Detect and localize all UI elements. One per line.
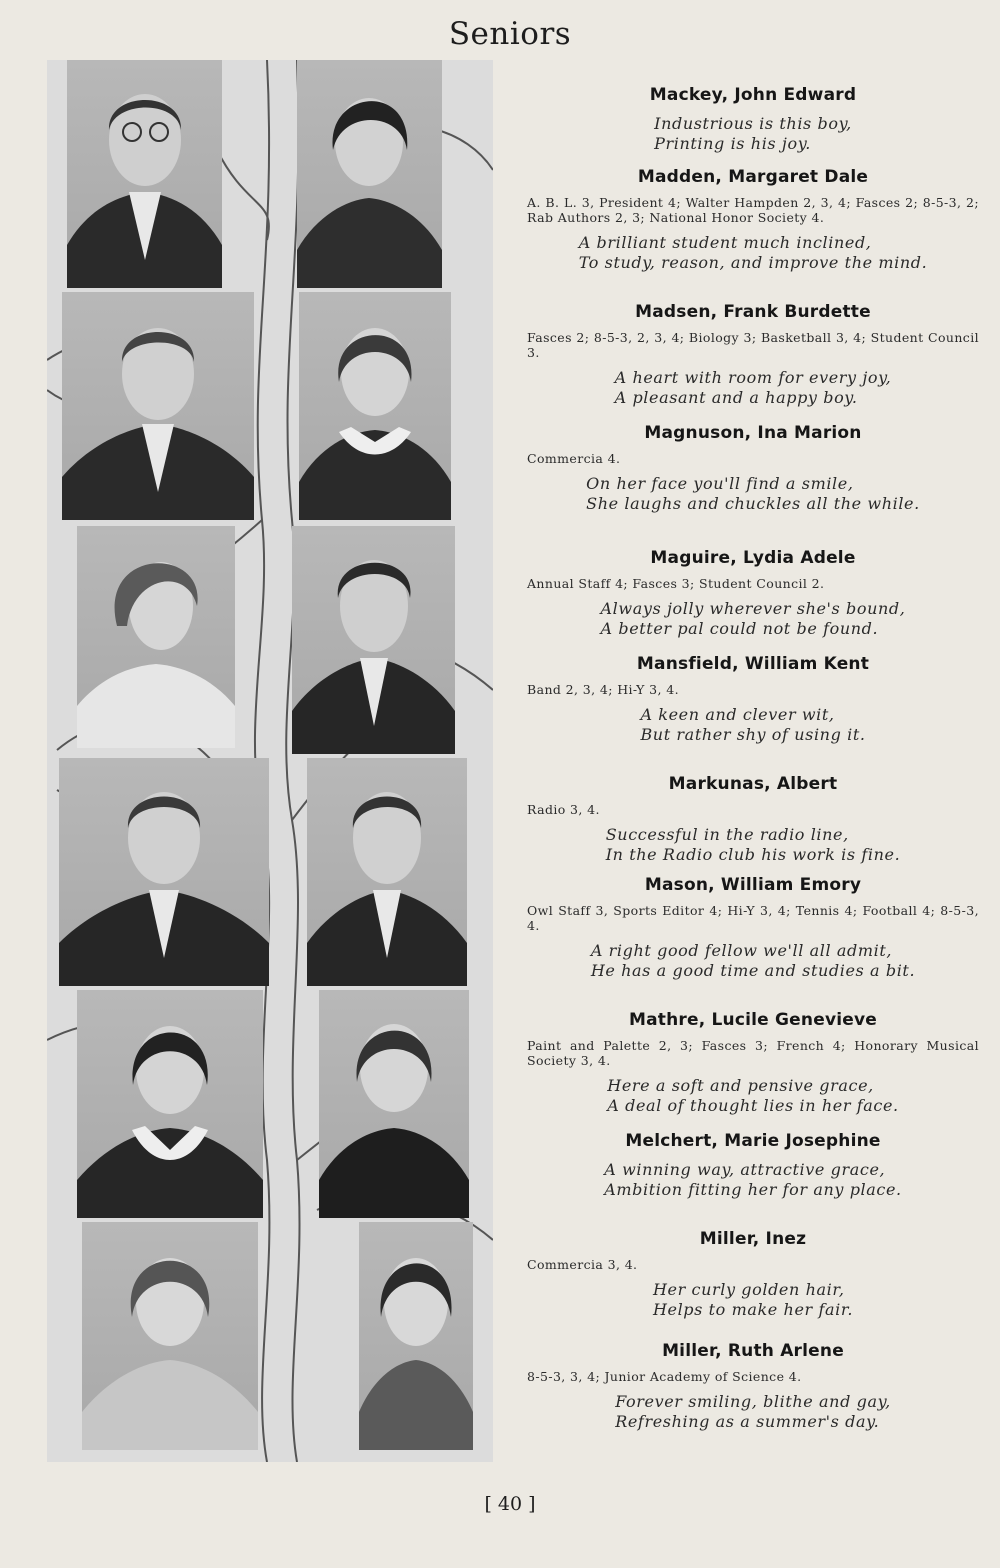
entry-madsen xyxy=(527,301,979,408)
portrait-silhouette-icon xyxy=(299,292,451,520)
student-verse: A heart with room for every joy, A pleasant and a happy boy. xyxy=(614,368,892,407)
student-name: Mansfield, William Kent xyxy=(636,654,870,674)
entry-mason xyxy=(527,874,979,981)
portrait-mansfield xyxy=(292,526,455,754)
entry-magnuson xyxy=(527,422,979,514)
entry-miller-ruth xyxy=(527,1340,979,1432)
student-name: Madden, Margaret Dale xyxy=(637,167,869,187)
entry-melchert xyxy=(527,1130,979,1200)
student-name: Magnuson, Ina Marion xyxy=(644,423,862,443)
student-verse: A keen and clever wit, But rather shy of using it. xyxy=(640,705,866,744)
student-verse: On her face you'll find a smile, She laughs and chuckles all the while. xyxy=(586,474,920,513)
student-name: Mason, William Emory xyxy=(644,875,862,895)
entry-markunas xyxy=(527,773,979,865)
portrait-melchert xyxy=(319,990,469,1218)
student-activities: Radio 3, 4. xyxy=(527,802,600,817)
student-verse: Forever smiling, blithe and gay, Refreshing as a summer's day. xyxy=(615,1392,891,1431)
portrait-mason xyxy=(307,758,467,986)
portrait-silhouette-icon xyxy=(292,526,455,754)
entry-maguire xyxy=(527,547,979,639)
student-verse: A winning way, attractive grace, Ambition fitting her for any place. xyxy=(604,1160,902,1199)
portrait-mathre xyxy=(77,990,263,1218)
portrait-silhouette-icon xyxy=(359,1222,473,1450)
entry-mackey xyxy=(527,84,979,154)
portrait-silhouette-icon xyxy=(77,526,235,748)
student-name: Maguire, Lydia Adele xyxy=(650,548,856,568)
student-name: Madsen, Frank Burdette xyxy=(635,302,871,322)
student-activities: Annual Staff 4; Fasces 3; Student Council 2. xyxy=(527,576,825,591)
portrait-madden xyxy=(297,60,442,288)
portrait-magnuson xyxy=(299,292,451,520)
student-activities: Owl Staff 3, Sports Editor 4; Hi-Y 3, 4; Tennis 4; Football 4; 8-5-3, 4. xyxy=(527,903,979,933)
page-title: Seniors xyxy=(448,16,572,52)
student-verse: A right good fellow we'll all admit, He has a good time and studies a bit. xyxy=(590,941,916,980)
student-verse: A brilliant student much inclined, To study, reason, and improve the mind. xyxy=(578,233,928,272)
portrait-silhouette-icon xyxy=(77,990,263,1218)
portrait-maguire xyxy=(77,526,235,748)
portrait-silhouette-icon xyxy=(82,1222,258,1450)
student-name: Melchert, Marie Josephine xyxy=(625,1131,881,1151)
portrait-miller-inez xyxy=(82,1222,258,1450)
portrait-silhouette-icon xyxy=(297,60,442,288)
student-verse: Her curly golden hair, Helps to make her fair. xyxy=(652,1280,854,1319)
student-name: Mathre, Lucile Genevieve xyxy=(629,1010,877,1030)
student-verse: Here a soft and pensive grace, A deal of thought lies in her face. xyxy=(607,1076,899,1115)
portrait-silhouette-icon xyxy=(67,60,222,288)
portrait-mackey xyxy=(67,60,222,288)
student-name: Miller, Inez xyxy=(699,1229,807,1249)
entry-madden xyxy=(527,166,979,273)
portrait-silhouette-icon xyxy=(59,758,269,986)
page-number: [ 40 ] xyxy=(484,1493,536,1515)
portrait-panel xyxy=(47,60,493,1462)
student-activities: Fasces 2; 8-5-3, 2, 3, 4; Biology 3; Basketball 3, 4; Student Council 3. xyxy=(527,330,979,360)
portrait-silhouette-icon xyxy=(319,990,469,1218)
portrait-madsen xyxy=(62,292,254,520)
portrait-silhouette-icon xyxy=(307,758,467,986)
student-activities: 8-5-3, 3, 4; Junior Academy of Science 4. xyxy=(527,1369,802,1384)
entry-miller-inez xyxy=(527,1228,979,1320)
entry-mansfield xyxy=(527,653,979,745)
student-verse: Industrious is this boy, Printing is his joy. xyxy=(654,114,852,153)
student-name: Markunas, Albert xyxy=(668,774,838,794)
student-activities: Paint and Palette 2, 3; Fasces 3; French 4; Honorary Musical Society 3, 4. xyxy=(527,1038,979,1068)
student-activities: Band 2, 3, 4; Hi-Y 3, 4. xyxy=(527,682,680,697)
portrait-markunas xyxy=(59,758,269,986)
student-name: Mackey, John Edward xyxy=(649,85,857,105)
student-verse: Always jolly wherever she's bound, A better pal could not be found. xyxy=(600,599,906,638)
student-activities: Commercia 3, 4. xyxy=(527,1257,638,1272)
entry-mathre xyxy=(527,1009,979,1116)
portrait-silhouette-icon xyxy=(62,292,254,520)
portrait-miller-ruth xyxy=(359,1222,473,1450)
student-activities: A. B. L. 3, President 4; Walter Hampden 2, 3, 4; Fasces 2; 8-5-3, 2; Rab Authors 2, 3; National Honor Society 4. xyxy=(527,195,979,225)
student-verse: Successful in the radio line, In the Radio club his work is fine. xyxy=(605,825,901,864)
student-activities: Commercia 4. xyxy=(527,451,621,466)
student-name: Miller, Ruth Arlene xyxy=(662,1341,844,1361)
